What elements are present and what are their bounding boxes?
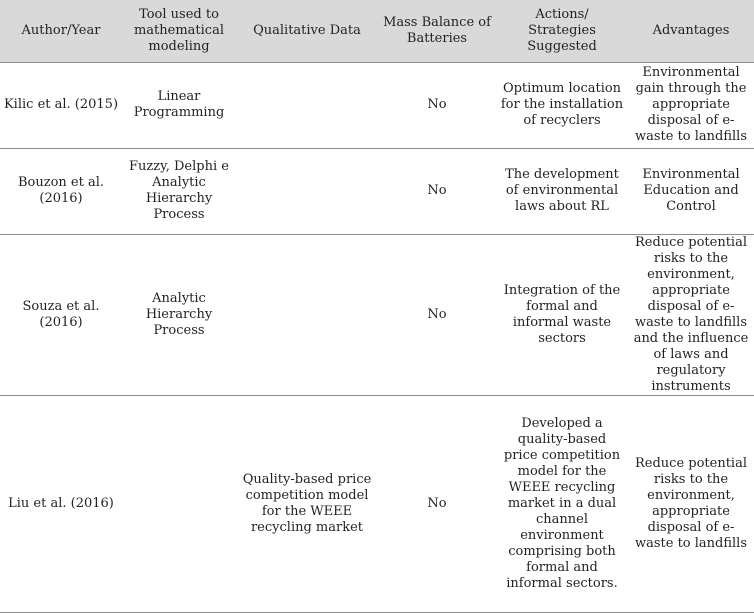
cell-advantages: Environmental gain through the appropriate disposal of e-waste to landfills xyxy=(628,62,754,148)
cell-author: Kilic et al. (2015) xyxy=(0,62,122,148)
cell-mass-balance: No xyxy=(378,148,496,234)
cell-mass-balance: No xyxy=(378,234,496,395)
header-qualitative-data: Qualitative Data xyxy=(236,0,378,62)
cell-advantages: Reduce potential risks to the environment, appropriate disposal of e-waste to landfills xyxy=(628,395,754,612)
header-tool: Tool used to mathematical modeling xyxy=(122,0,236,62)
cell-author: Liu et al. (2016) xyxy=(0,395,122,612)
cell-qualitative xyxy=(236,62,378,148)
cell-advantages: Environmental Education and Control xyxy=(628,148,754,234)
cell-tool: Linear Programming xyxy=(122,62,236,148)
table-row xyxy=(0,62,754,148)
cell-mass-balance: No xyxy=(378,62,496,148)
header-author-year: Author/Year xyxy=(0,0,122,62)
cell-actions: Developed a quality-based price competition model for the WEEE recycling market in a dual channel environment comprising both formal and informal sectors. xyxy=(496,395,628,612)
cell-qualitative xyxy=(236,234,378,395)
cell-tool: Analytic Hierarchy Process xyxy=(122,234,236,395)
table-row xyxy=(0,148,754,234)
cell-actions: Integration of the formal and informal waste sectors xyxy=(496,234,628,395)
cell-qualitative: Quality-based price competition model for the WEEE recycling market xyxy=(236,395,378,612)
header-actions-strategies: Actions/ Strategies Suggested xyxy=(496,0,628,62)
header-advantages: Advantages xyxy=(628,0,754,62)
table-row xyxy=(0,395,754,612)
cell-tool xyxy=(122,395,236,612)
cell-qualitative xyxy=(236,148,378,234)
cell-advantages: Reduce potential risks to the environment, appropriate disposal of e-waste to landfills and the influence of laws and regulatory instruments xyxy=(628,234,754,395)
cell-author: Souza et al. (2016) xyxy=(0,234,122,395)
cell-author: Bouzon et al. (2016) xyxy=(0,148,122,234)
header-mass-balance: Mass Balance of Batteries xyxy=(378,0,496,62)
cell-actions: Optimum location for the installation of recyclers xyxy=(496,62,628,148)
header-row xyxy=(0,0,754,62)
table-row xyxy=(0,234,754,395)
cell-actions: The development of environmental laws about RL xyxy=(496,148,628,234)
cell-mass-balance: No xyxy=(378,395,496,612)
cell-tool: Fuzzy, Delphi e Analytic Hierarchy Process xyxy=(122,148,236,234)
